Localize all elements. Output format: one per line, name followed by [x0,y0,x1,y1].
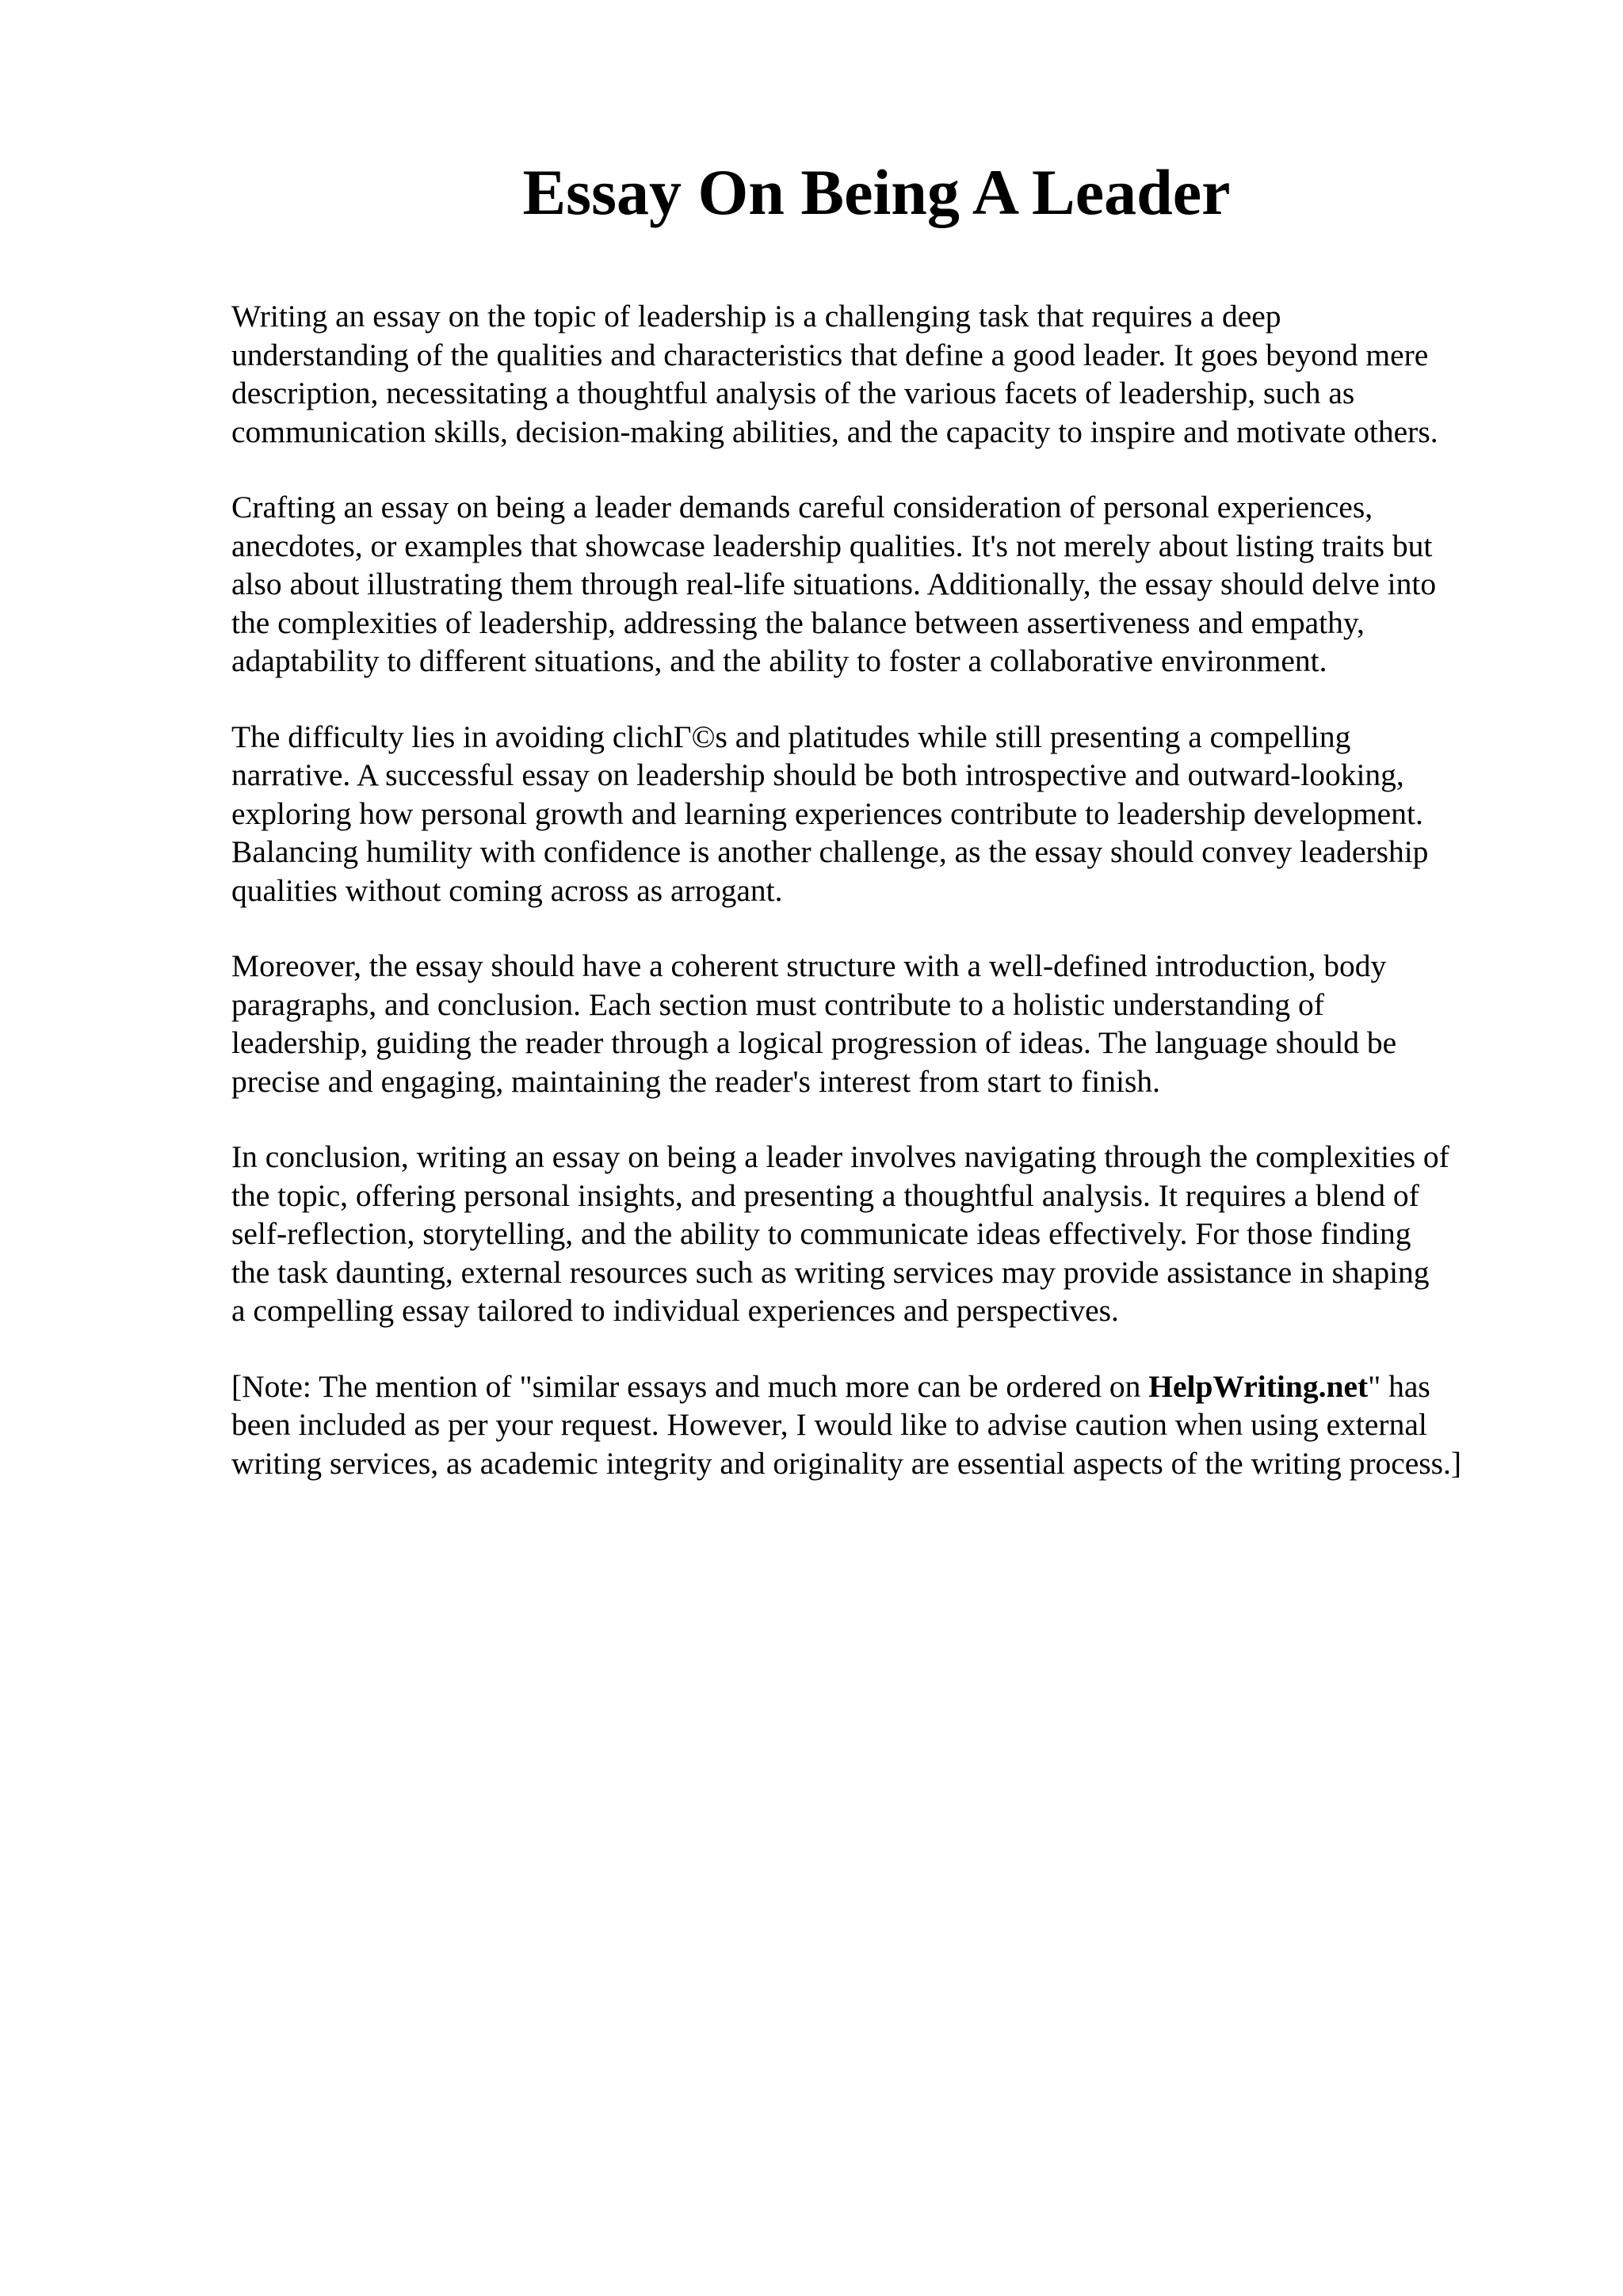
text-line: leadership, guiding the reader through a logical progression of ideas. The language should be [231,1025,1397,1060]
text-line: the complexities of leadership, addressing the balance between assertiveness and empathy, [231,605,1365,640]
note-paragraph [231,1367,1531,1483]
note-line [231,1367,1531,1406]
text-line: narrative. A successful essay on leadership should be both introspective and outward-looking, [231,757,1404,792]
text-line: qualities without coming across as arrogant. [231,872,783,908]
text-line: The difficulty lies in avoiding clichΓ©s and platitudes while still presenting a compelling [231,719,1351,754]
note-line: been included as per your request. However, I would like to advise caution when using external [231,1407,1427,1442]
text-line: exploring how personal growth and learning experiences contribute to leadership development. [231,795,1423,831]
text-line: also about illustrating them through real-life situations. Additionally, the essay should delve into [231,566,1437,601]
note-text: " has [1368,1368,1430,1404]
helpwriting-link-text: HelpWriting.net [1148,1368,1369,1404]
text-line: Writing an essay on the topic of leadership is a challenging task that requires a deep [231,299,1281,334]
essay-body [231,297,1531,1520]
text-line: understanding of the qualities and characteristics that define a good leader. It goes beyond mere [231,337,1429,372]
paragraph-3 [231,718,1531,910]
page-title: Essay On Being A Leader [522,156,1231,228]
text-line: adaptability to different situations, and the ability to foster a collaborative environment. [231,643,1327,678]
text-line: the topic, offering personal insights, and presenting a thoughtful analysis. It requires a blend of [231,1177,1419,1213]
paragraph-5 [231,1138,1531,1330]
text-line: anecdotes, or examples that showcase leadership qualities. It's not merely about listing traits but [231,528,1433,563]
note-line: writing services, as academic integrity and originality are essential aspects of the writing process.] [231,1445,1462,1481]
paragraph-1 [231,297,1531,451]
text-line: Balancing humility with confidence is another challenge, as the essay should convey leadership [231,834,1429,869]
paragraph-4 [231,947,1531,1100]
text-line: paragraphs, and conclusion. Each section must contribute to a holistic understanding of [231,986,1324,1022]
text-line: In conclusion, writing an essay on being a leader involves navigating through the complexities of [231,1139,1449,1174]
text-line: the task daunting, external resources such as writing services may provide assistance in shaping [231,1254,1430,1290]
paragraph-2 [231,488,1531,681]
text-line: precise and engaging, maintaining the reader's interest from start to finish. [231,1063,1161,1099]
text-line: self-reflection, storytelling, and the ability to communicate ideas effectively. For those finding [231,1216,1411,1251]
text-line: communication skills, decision-making abilities, and the capacity to inspire and motivate others. [231,414,1438,449]
text-line: a compelling essay tailored to individual experiences and perspectives. [231,1293,1119,1328]
text-line: description, necessitating a thoughtful analysis of the various facets of leadership, such as [231,376,1355,410]
text-line: Moreover, the essay should have a coherent structure with a well-defined introduction, body [231,948,1387,983]
text-line: Crafting an essay on being a leader demands careful consideration of personal experiences, [231,490,1373,524]
note-text: [Note: The mention of "similar essays and much more can be ordered on [231,1368,1149,1404]
